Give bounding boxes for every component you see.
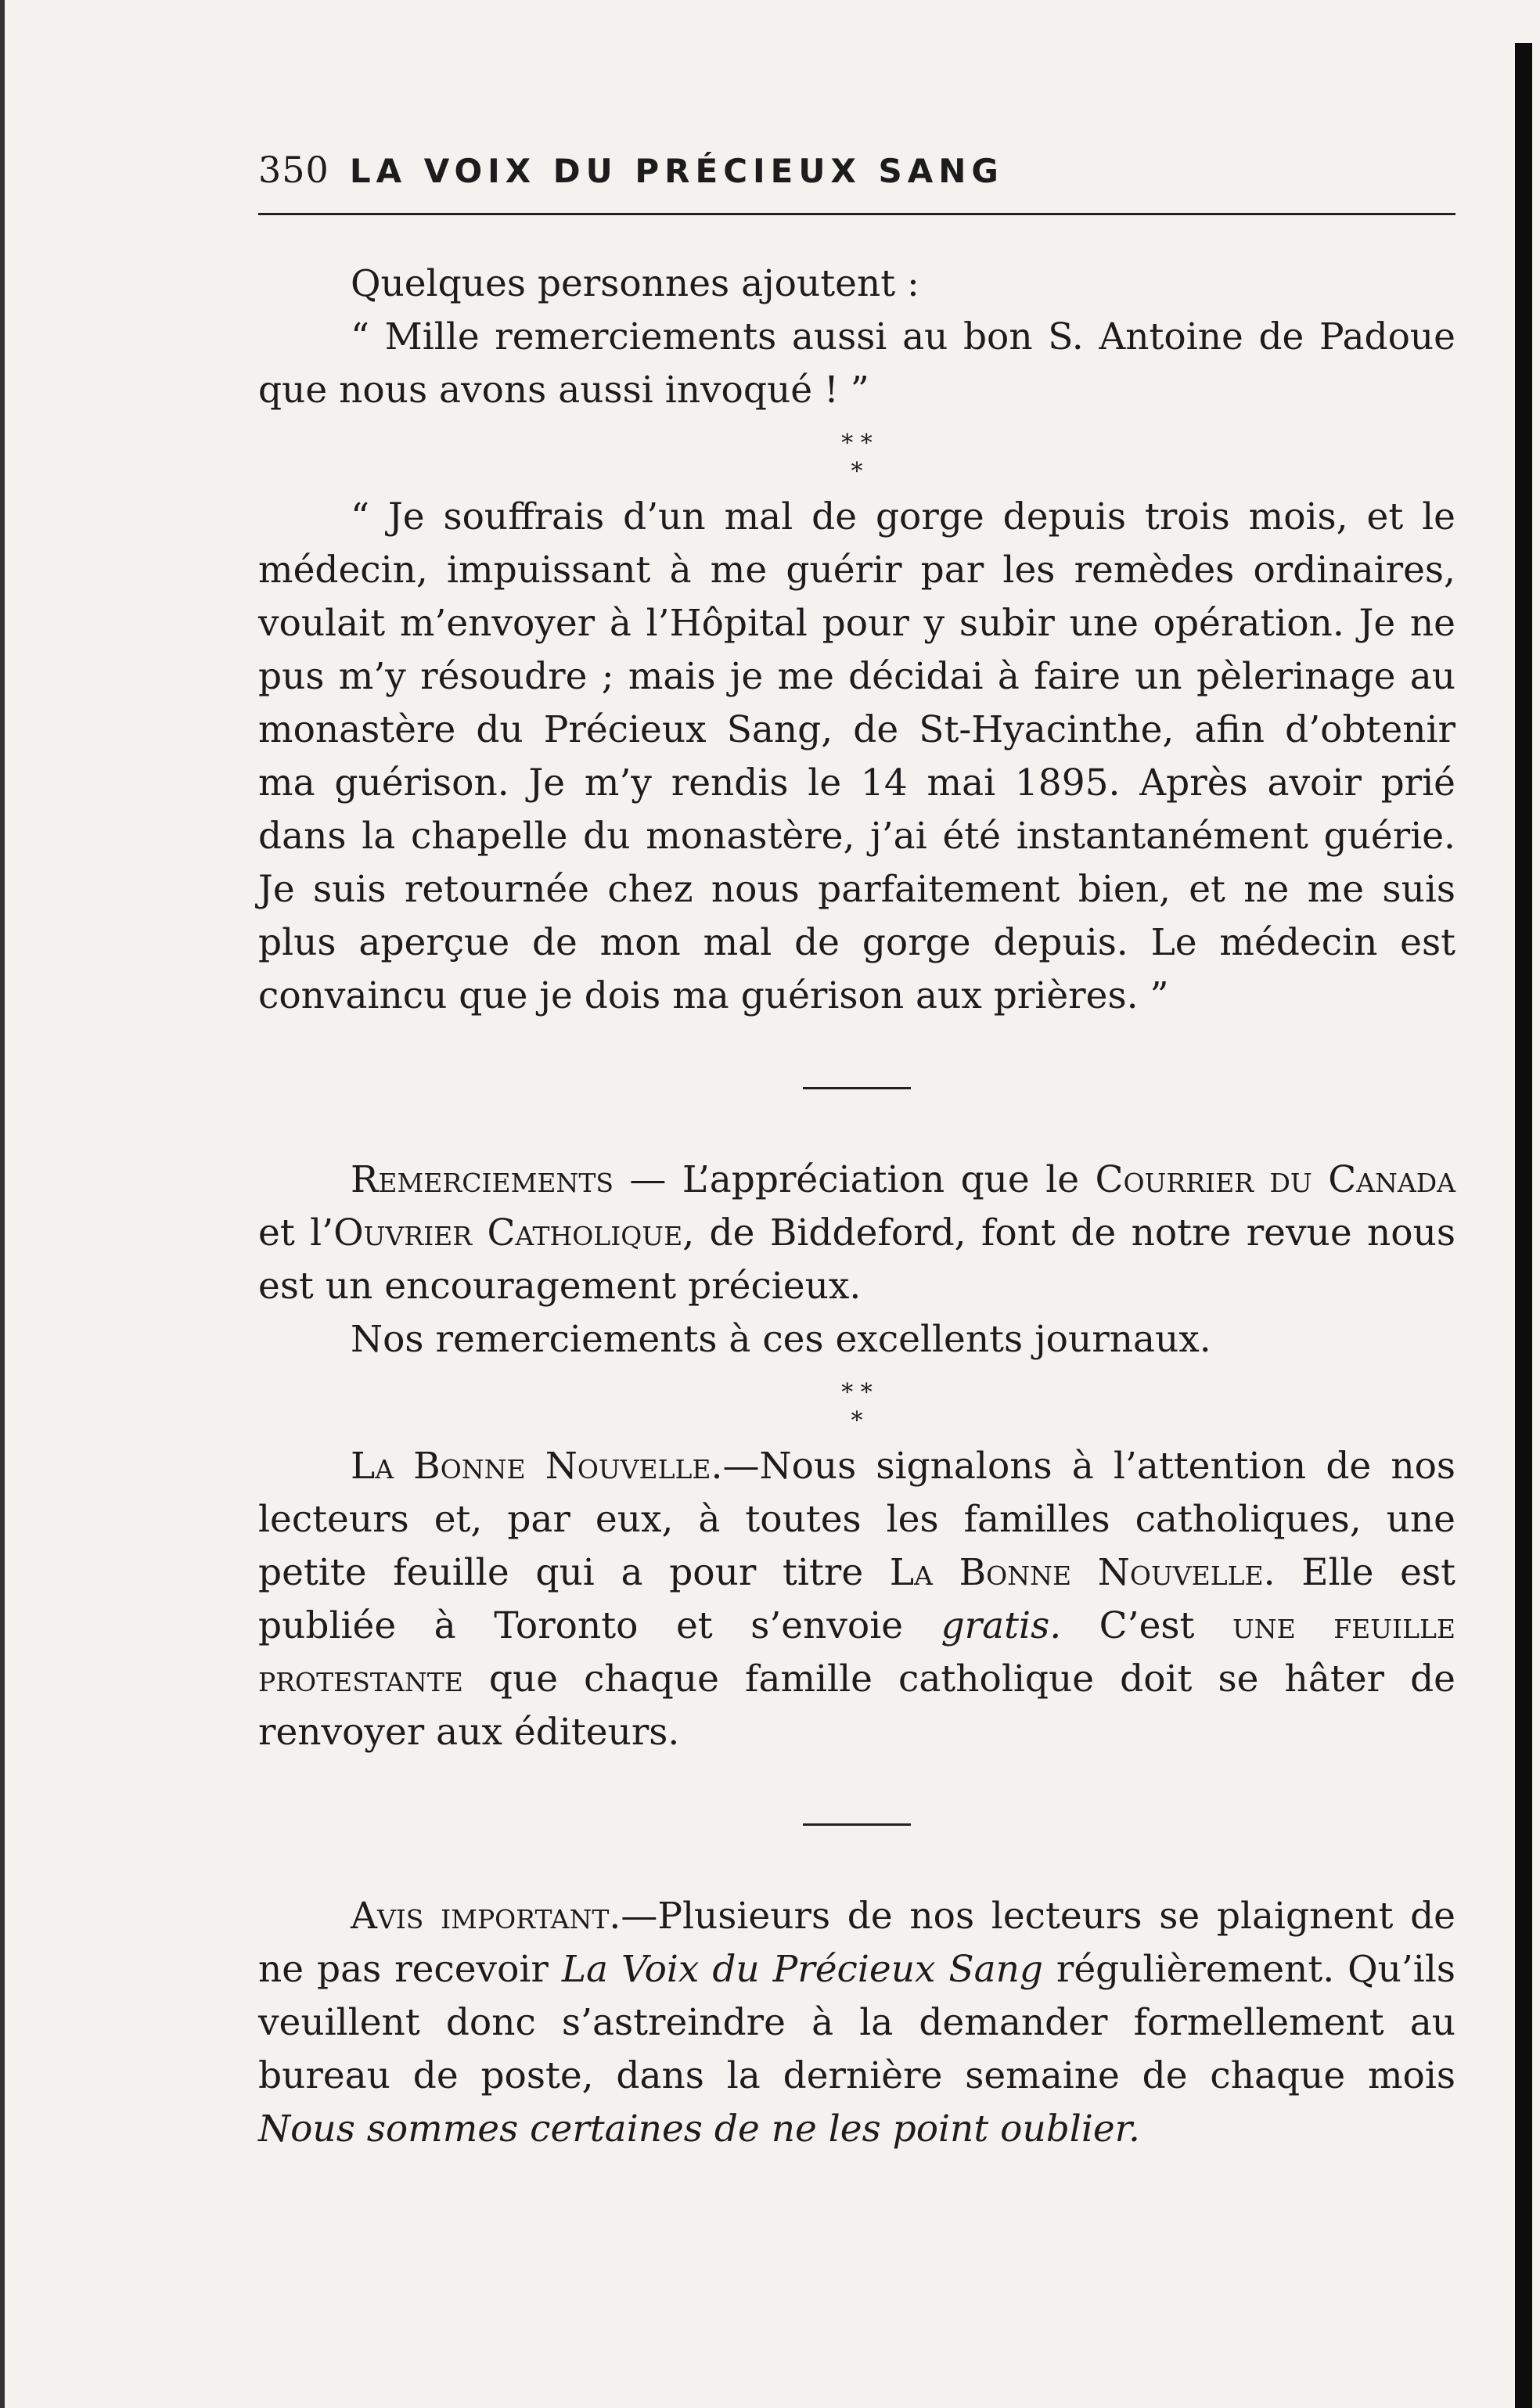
paragraph: “ Mille remerciements aussi au bon S. Antoine de Padoue que nous avons aussi invoqué ! ” [258, 315, 1455, 412]
page-header [258, 149, 1455, 203]
section-heading: Avis important. [351, 1895, 621, 1938]
italic-word: gratis. [941, 1604, 1062, 1647]
page-number: 350 [258, 149, 329, 191]
emphasis-text: une feuille protestante [258, 1604, 1455, 1701]
asterism-top: * * [841, 430, 873, 457]
asterism-bottom: * [851, 458, 863, 485]
scan-right-edge [1515, 43, 1532, 2408]
scan-left-edge [0, 0, 5, 2408]
asterism-top: * * [841, 1379, 873, 1406]
header-rule [258, 213, 1455, 215]
section-heading: Remerciements [351, 1158, 613, 1201]
closing-sentence: Nous sommes certaines de ne les point oublier. [258, 2107, 1140, 2151]
asterism-ornament [258, 1379, 1455, 1435]
document-page [258, 149, 1455, 2156]
newspaper-name: Courrier du Canada [1095, 1158, 1455, 1201]
section-heading: La Bonne Nouvelle. [351, 1445, 723, 1488]
section-divider [803, 1823, 911, 1826]
newspaper-name: Ouvrier Catholique [333, 1211, 683, 1254]
body-text [258, 257, 1455, 2156]
avis-paragraph: Avis important.—Plusieurs de nos lecteurs se plaignent de ne pas recevoir La Voix du Précieux Sang régulièrement. Qu’ils veuillent donc s’astreindre à la demander formellement au bureau de poste, dans la dernière semaine de chaque mois Nous sommes certaines de ne les point oublier. [258, 1895, 1455, 2151]
testimony-paragraph: “ Je souffrais d’un mal de gorge depuis trois mois, et le médecin, impuissant à me guérir par les remèdes ordinaires, voulait m’envoyer à l’Hôpital pour y subir une opération. Je ne pus m’y résoudre ; mais je me décidai à faire un pèlerinage au monastère du Précieux Sang, de St-Hyacinthe, afin d’obtenir ma guérison. Je m’y rendis le 14 mai 1895. Après avoir prié dans la chapelle du monastère, j’ai été instantanément guérie. Je suis retournée chez nous parfaitement bien, et ne me suis plus aperçue de mon mal de gorge depuis. Le médecin est convaincu que je dois ma guérison aux prières. ” [258, 495, 1455, 1017]
bonne-nouvelle-paragraph: La Bonne Nouvelle.—Nous signalons à l’attention de nos lecteurs et, par eux, à toutes les familles catholiques, une petite feuille qui a pour titre La Bonne Nouvelle. Elle est publiée à Toronto et s’envoie gratis. C’est une feuille protestante que chaque famille catholique doit se hâter de renvoyer aux éditeurs. [258, 1445, 1456, 1754]
publication-title: La Voix du Précieux Sang [561, 1948, 1043, 1991]
publication-title: La Bonne Nouvelle. [889, 1551, 1276, 1594]
paragraph: Nos remerciements à ces excellents journaux. [351, 1318, 1211, 1361]
running-title: LA VOIX DU PRÉCIEUX SANG [349, 152, 1004, 190]
asterism-bottom: * [851, 1407, 863, 1434]
paragraph: Quelques personnes ajoutent : [351, 262, 919, 305]
section-divider [803, 1087, 911, 1089]
asterism-ornament [258, 430, 1455, 486]
remerciements-paragraph: Remerciements — L’appréciation que le Courrier du Canada et l’Ouvrier Catholique, de Biddeford, font de notre revue nous est un encouragement précieux. [258, 1158, 1455, 1308]
